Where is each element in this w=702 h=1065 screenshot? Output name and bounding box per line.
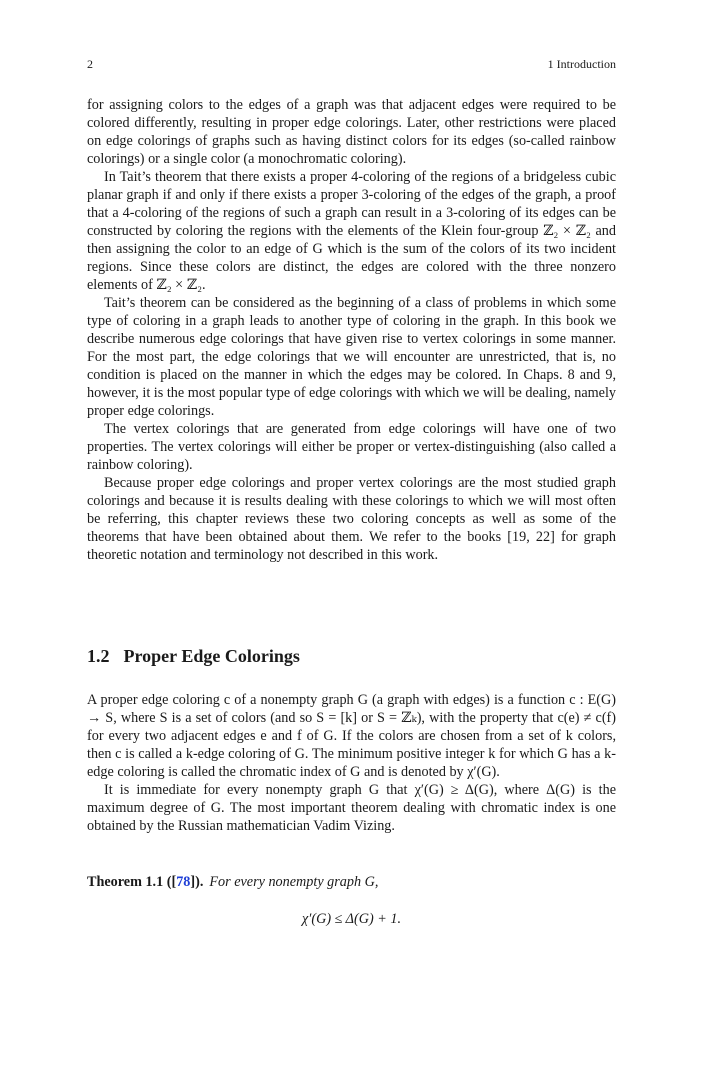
theorem-label-suffix: ]). xyxy=(190,874,204,890)
theorem-statement: For every nonempty graph G, xyxy=(209,874,379,890)
vizing-equation: χ′(G) ≤ Δ(G) + 1. xyxy=(302,911,401,927)
intro-text xyxy=(87,96,616,564)
paragraph-1: for assigning colors to the edges of a graph was that adjacent edges were required to be colored differently, resulting in proper edge colorings. Later, other restrictions were placed on edge colorings of graphs such as having distinct colors for its edges (so-called rainbow colorings) or a single color (a monochromatic coloring). xyxy=(87,97,616,167)
paragraph-5: Because proper edge colorings and proper vertex colorings are the most studied graph colorings and because it is results dealing with these colorings to which we will most often be referring, this chapter reviews these two coloring concepts as well as some of the theorems that have been obtained about them. We refer to the books [19, 22] for graph theoretic notation and terminology not described in this work. xyxy=(87,475,616,563)
theorem-block xyxy=(87,873,616,891)
paragraph-3: Tait’s theorem can be considered as the beginning of a class of problems in which some type of coloring in a graph leads to another type of coloring in the graph. In this book we describe numerous edge colorings that have given rise to vertex colorings in some manner. For the most part, the edge colorings that we will encounter are unrestricted, that is, no condition is placed on the manner in which the edges may be colored. In Chaps. 8 and 9, however, it is the most popular type of edge colorings with which we will be dealing, namely proper edge colorings. xyxy=(87,295,616,419)
definition-paragraph: A proper edge coloring c of a nonempty graph G (a graph with edges) is a function c : E(G) → S, where S is a set of colors (and so S = [k] or S = ℤₖ), with the property that c(e) ≠ c(f) for every two adjacent edges e and f of G. If the colors are chosen from a set of k colors, then c is called a k-edge coloring of G. The minimum positive integer k for which G has a k-edge coloring is called the chromatic index of G and is denoted by χ′(G). xyxy=(87,692,616,780)
section-number: 1.2 xyxy=(87,646,110,666)
theorem-label xyxy=(87,874,203,890)
section-heading xyxy=(87,645,300,667)
section-title: Proper Edge Colorings xyxy=(123,646,300,666)
chromatic-index-paragraph: It is immediate for every nonempty graph G that χ′(G) ≥ Δ(G), where Δ(G) is the maximum degree of G. The most important theorem dealing with chromatic index is one obtained by the Russian mathematician Vadim Vizing. xyxy=(87,782,616,834)
paragraph-4: The vertex colorings that are generated from edge colorings will have one of two properties. The vertex colorings will either be proper or vertex-distinguishing (also called a rainbow coloring). xyxy=(87,421,616,473)
section-text xyxy=(87,691,616,835)
paragraph-2: In Tait’s theorem that there exists a proper 4-coloring of the regions of a bridgeless cubic planar graph if and only if there exists a proper 3-coloring of the edges of the graph, a proof that a 4-coloring of the regions of such a graph can result in a 3-coloring of its edges can be constructed by coloring the regions with the elements of the Klein four-group ℤ₂ × ℤ₂ and then assigning the color to an edge of G which is the sum of the colors of its two incident regions. Since these colors are distinct, the edges are colored with the three nonzero elements of ℤ₂ × ℤ₂. xyxy=(87,169,616,293)
theorem-label-prefix: Theorem 1.1 ([ xyxy=(87,874,177,890)
theorem-citation-link[interactable]: 78 xyxy=(176,874,191,890)
running-title: 1 Introduction xyxy=(547,57,616,71)
page-header xyxy=(87,57,616,71)
page-number: 2 xyxy=(87,57,93,71)
